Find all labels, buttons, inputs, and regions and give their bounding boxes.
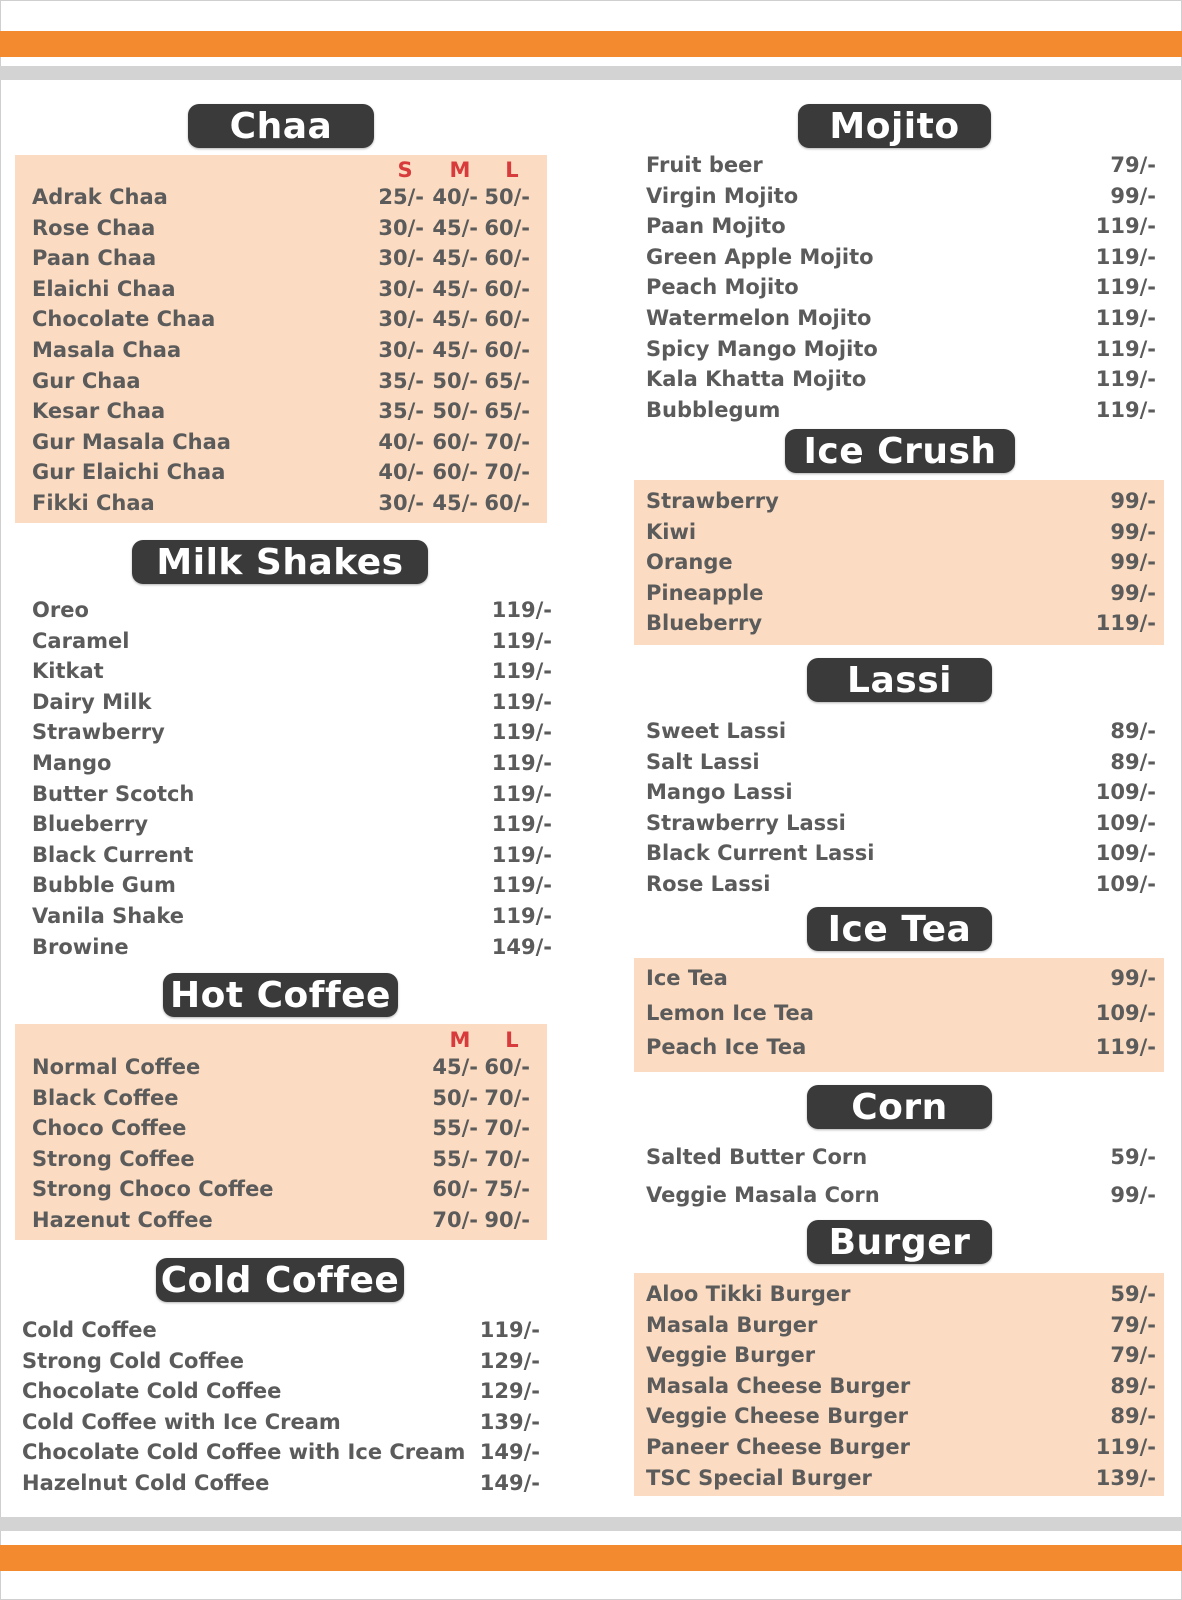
item-price-medium: 55/- <box>432 1146 478 1171</box>
top-orange-stripe <box>0 31 1182 57</box>
menu-item-row <box>646 999 1156 1034</box>
item-price: 119/- <box>1095 336 1156 361</box>
item-name: Caramel <box>32 628 130 653</box>
item-name: Dairy Milk <box>32 689 152 714</box>
item-price-large: 60/- <box>484 246 530 271</box>
item-price: 99/- <box>1110 183 1156 208</box>
menu-item-row <box>646 1372 1156 1403</box>
item-price-medium: 60/- <box>432 1177 478 1202</box>
item-name: Adrak Chaa <box>32 185 168 209</box>
item-name: Strong Coffee <box>32 1146 195 1171</box>
item-name: Kitkat <box>32 659 104 684</box>
item-price-medium: 60/- <box>432 460 478 485</box>
menu-item-row <box>646 487 1156 518</box>
menu-item-row <box>646 1402 1156 1433</box>
item-price-medium: 40/- <box>432 185 478 209</box>
item-price: 99/- <box>1110 1182 1156 1207</box>
section-heading-chaa: Chaa <box>188 104 374 148</box>
item-price-large: 60/- <box>484 215 530 240</box>
item-name: Kiwi <box>646 519 697 544</box>
item-name: Strawberry <box>646 489 779 513</box>
menu-item-row <box>646 809 1156 840</box>
item-price-small: 40/- <box>378 460 424 485</box>
menu-item-row <box>32 275 538 306</box>
item-price: 119/- <box>491 659 552 684</box>
item-price-medium: 45/- <box>432 215 478 240</box>
item-price-small: 30/- <box>378 490 424 515</box>
menu-item-row <box>32 657 552 688</box>
bottom-orange-stripe <box>0 1545 1182 1571</box>
item-name: Sweet Lassi <box>646 719 787 743</box>
item-price: 119/- <box>1095 397 1156 422</box>
menu-item-row <box>22 1347 540 1378</box>
menu-item-row <box>32 336 538 367</box>
item-price: 119/- <box>491 750 552 775</box>
item-name: Fikki Chaa <box>32 490 155 515</box>
item-name: Spicy Mango Mojito <box>646 336 878 361</box>
item-price: 109/- <box>1095 871 1156 896</box>
menu-item-row <box>32 1175 538 1206</box>
menu-item-row <box>646 1433 1156 1464</box>
ice-tea-list <box>646 964 1156 1068</box>
item-name: Pineapple <box>646 580 764 605</box>
menu-item-row <box>646 839 1156 870</box>
menu-item-row <box>32 244 538 275</box>
item-price: 129/- <box>479 1348 540 1373</box>
menu-item-row <box>646 748 1156 779</box>
item-name: Elaichi Chaa <box>32 276 176 301</box>
menu-item-row <box>32 1084 538 1115</box>
item-price: 99/- <box>1110 489 1156 513</box>
item-name: Salt Lassi <box>646 749 760 774</box>
item-price: 119/- <box>491 812 552 837</box>
menu-item-row <box>646 151 1156 182</box>
menu-item-row <box>32 933 552 964</box>
item-price-small: 35/- <box>378 399 424 424</box>
item-name: Mango Lassi <box>646 780 793 805</box>
item-price: 109/- <box>1095 1000 1156 1025</box>
size-label-medium: M <box>449 1028 471 1052</box>
item-name: Orange <box>646 550 733 575</box>
menu-item-row <box>646 1280 1156 1311</box>
menu-item-row <box>32 902 552 933</box>
item-name: Veggie Masala Corn <box>646 1182 880 1207</box>
item-name: Hazenut Coffee <box>32 1207 213 1232</box>
item-price: 139/- <box>479 1409 540 1434</box>
item-price-large: 70/- <box>484 460 530 485</box>
item-name: Rose Chaa <box>32 215 156 240</box>
item-name: Blueberry <box>32 812 149 837</box>
item-name: Masala Chaa <box>32 337 182 362</box>
menu-item-row <box>22 1438 540 1469</box>
item-price-medium: 50/- <box>432 368 478 393</box>
menu-item-row <box>32 1114 538 1145</box>
item-name: Ice Tea <box>646 966 728 990</box>
item-name: Strawberry <box>32 720 165 745</box>
menu-item-row <box>32 596 552 627</box>
menu-item-row <box>32 214 538 245</box>
item-name: Butter Scotch <box>32 781 195 806</box>
menu-item-row <box>32 1206 538 1237</box>
item-price: 59/- <box>1110 1145 1156 1169</box>
item-name: Cold Coffee with Ice Cream <box>22 1409 341 1434</box>
menu-item-row <box>646 778 1156 809</box>
item-price-medium: 45/- <box>432 246 478 271</box>
item-price: 99/- <box>1110 519 1156 544</box>
section-heading-hot-coffee: Hot Coffee <box>163 973 398 1017</box>
item-price: 79/- <box>1110 1343 1156 1368</box>
burger-list <box>646 1280 1156 1494</box>
item-name: Gur Elaichi Chaa <box>32 460 226 485</box>
item-price-large: 60/- <box>484 490 530 515</box>
item-price-medium: 55/- <box>432 1116 478 1141</box>
item-price-medium: 45/- <box>432 307 478 332</box>
item-price-small: 30/- <box>378 246 424 271</box>
item-price-large: 65/- <box>484 399 530 424</box>
item-price-large: 90/- <box>484 1207 530 1232</box>
item-price: 119/- <box>491 842 552 867</box>
mojito-list <box>646 151 1156 426</box>
item-name: TSC Special Burger <box>646 1465 872 1490</box>
item-price: 99/- <box>1110 550 1156 575</box>
item-name: Paan Mojito <box>646 214 786 239</box>
item-price: 119/- <box>1095 1434 1156 1459</box>
item-name: Hazelnut Cold Coffee <box>22 1470 270 1495</box>
menu-item-row <box>22 1408 540 1439</box>
item-price-small: 40/- <box>378 429 424 454</box>
item-name: Chocolate Cold Coffee <box>22 1379 282 1404</box>
menu-item-row <box>646 609 1156 640</box>
item-price: 119/- <box>491 598 552 622</box>
item-name: Kala Khatta Mojito <box>646 367 867 392</box>
item-name: Veggie Burger <box>646 1343 816 1368</box>
item-price-medium: 50/- <box>432 1085 478 1110</box>
item-price-large: 60/- <box>484 337 530 362</box>
item-name: Blueberry <box>646 611 763 636</box>
cold-coffee-list <box>22 1316 540 1500</box>
menu-item-row <box>22 1316 540 1347</box>
item-name: Strawberry Lassi <box>646 810 846 835</box>
item-name: Masala Cheese Burger <box>646 1373 911 1398</box>
item-price: 119/- <box>491 781 552 806</box>
item-price: 119/- <box>491 903 552 928</box>
menu-item-row <box>646 243 1156 274</box>
menu-item-row <box>32 841 552 872</box>
item-name: Chocolate Chaa <box>32 307 216 332</box>
item-price: 89/- <box>1110 1404 1156 1429</box>
item-price-large: 60/- <box>484 1055 530 1079</box>
item-price-large: 70/- <box>484 1146 530 1171</box>
item-name: Normal Coffee <box>32 1055 201 1079</box>
menu-item-row <box>646 273 1156 304</box>
item-price-medium: 50/- <box>432 399 478 424</box>
item-price: 89/- <box>1110 749 1156 774</box>
hot-coffee-list <box>32 1053 538 1237</box>
menu-item-row <box>646 1181 1156 1219</box>
size-label-large: L <box>505 1028 519 1052</box>
item-price-medium: 45/- <box>432 276 478 301</box>
section-heading-ice-crush: Ice Crush <box>785 429 1015 473</box>
item-price: 119/- <box>1095 611 1156 636</box>
menu-item-row <box>646 717 1156 748</box>
item-price: 89/- <box>1110 719 1156 743</box>
corn-list <box>646 1143 1156 1218</box>
size-label-large: L <box>505 158 519 182</box>
item-name: Masala Burger <box>646 1312 818 1337</box>
item-name: Browine <box>32 934 129 959</box>
item-name: Black Current <box>32 842 194 867</box>
item-price: 79/- <box>1110 1312 1156 1337</box>
menu-item-row <box>32 458 538 489</box>
item-name: Peach Ice Tea <box>646 1035 807 1059</box>
menu-item-row <box>32 397 538 428</box>
menu-item-row <box>646 964 1156 999</box>
item-name: Virgin Mojito <box>646 183 799 208</box>
item-price: 119/- <box>1095 214 1156 239</box>
item-name: Veggie Cheese Burger <box>646 1404 909 1429</box>
item-price: 119/- <box>479 1318 540 1342</box>
item-name: Peach Mojito <box>646 275 799 300</box>
item-price: 59/- <box>1110 1282 1156 1306</box>
item-name: Paneer Cheese Burger <box>646 1434 910 1459</box>
menu-item-row <box>22 1377 540 1408</box>
item-name: Gur Masala Chaa <box>32 429 231 454</box>
item-name: Watermelon Mojito <box>646 305 872 330</box>
item-price-large: 75/- <box>484 1177 530 1202</box>
item-price-small: 25/- <box>378 185 424 209</box>
menu-item-row <box>22 1469 540 1500</box>
item-price-large: 60/- <box>484 307 530 332</box>
section-heading-ice-tea: Ice Tea <box>807 907 992 951</box>
menu-item-row <box>646 182 1156 213</box>
item-price-large: 70/- <box>484 1116 530 1141</box>
item-price: 109/- <box>1095 810 1156 835</box>
item-price: 79/- <box>1110 153 1156 177</box>
item-price-large: 50/- <box>484 185 530 209</box>
menu-item-row <box>646 870 1156 901</box>
menu-item-row <box>646 1033 1156 1068</box>
item-price: 99/- <box>1110 966 1156 990</box>
menu-item-row <box>32 871 552 902</box>
menu-item-row <box>646 396 1156 427</box>
item-price: 119/- <box>1095 275 1156 300</box>
item-price: 139/- <box>1095 1465 1156 1490</box>
menu-item-row <box>646 1341 1156 1372</box>
item-price: 109/- <box>1095 841 1156 866</box>
item-name: Cold Coffee <box>22 1318 157 1342</box>
chaa-list <box>32 183 538 520</box>
item-name: Mango <box>32 750 112 775</box>
item-name: Fruit beer <box>646 153 763 177</box>
item-name: Strong Choco Coffee <box>32 1177 274 1202</box>
item-price-large: 70/- <box>484 1085 530 1110</box>
menu-item-row <box>32 780 552 811</box>
item-name: Strong Cold Coffee <box>22 1348 244 1373</box>
item-price: 109/- <box>1095 780 1156 805</box>
item-name: Chocolate Cold Coffee with Ice Cream <box>22 1440 466 1465</box>
item-price: 129/- <box>479 1379 540 1404</box>
item-price: 119/- <box>491 689 552 714</box>
lassi-list <box>646 717 1156 901</box>
item-name: Kesar Chaa <box>32 399 166 424</box>
item-price-large: 65/- <box>484 368 530 393</box>
menu-item-row <box>32 627 552 658</box>
item-price-medium: 45/- <box>432 337 478 362</box>
milk-shakes-list <box>32 596 552 963</box>
menu-item-row <box>32 718 552 749</box>
menu-item-row <box>32 367 538 398</box>
item-price: 119/- <box>491 720 552 745</box>
item-price: 99/- <box>1110 580 1156 605</box>
menu-item-row <box>32 810 552 841</box>
menu-item-row <box>32 1145 538 1176</box>
item-price: 119/- <box>491 628 552 653</box>
item-name: Paan Chaa <box>32 246 157 271</box>
section-heading-milk-shakes: Milk Shakes <box>132 540 428 584</box>
menu-item-row <box>32 428 538 459</box>
item-price-medium: 45/- <box>432 1055 478 1079</box>
item-name: Lemon Ice Tea <box>646 1000 814 1025</box>
item-price: 119/- <box>1095 1035 1156 1059</box>
section-heading-corn: Corn <box>807 1085 992 1129</box>
top-gray-stripe <box>0 66 1182 80</box>
item-name: Salted Butter Corn <box>646 1145 868 1169</box>
item-price: 149/- <box>479 1440 540 1465</box>
item-price-small: 35/- <box>378 368 424 393</box>
item-price-medium: 70/- <box>432 1207 478 1232</box>
section-heading-mojito: Mojito <box>798 104 991 148</box>
menu-item-row <box>646 212 1156 243</box>
menu-item-row <box>32 489 538 520</box>
section-heading-cold-coffee: Cold Coffee <box>156 1258 404 1302</box>
item-price: 119/- <box>1095 305 1156 330</box>
menu-item-row <box>646 548 1156 579</box>
item-name: Black Coffee <box>32 1085 179 1110</box>
item-price: 119/- <box>1095 367 1156 392</box>
item-name: Black Current Lassi <box>646 841 875 866</box>
item-price-small: 30/- <box>378 337 424 362</box>
menu-item-row <box>646 518 1156 549</box>
menu-item-row <box>32 1053 538 1084</box>
ice-crush-list <box>646 487 1156 640</box>
item-price: 149/- <box>491 934 552 959</box>
item-name: Gur Chaa <box>32 368 141 393</box>
item-price: 119/- <box>1095 244 1156 269</box>
item-name: Bubble Gum <box>32 873 176 898</box>
size-label-medium: M <box>449 158 471 182</box>
bottom-gray-stripe <box>0 1517 1182 1531</box>
menu-item-row <box>646 1143 1156 1181</box>
section-heading-lassi: Lassi <box>807 658 992 702</box>
menu-item-row <box>646 579 1156 610</box>
item-price: 149/- <box>479 1470 540 1495</box>
item-price: 89/- <box>1110 1373 1156 1398</box>
item-price-medium: 45/- <box>432 490 478 515</box>
item-name: Choco Coffee <box>32 1116 187 1141</box>
menu-item-row <box>646 365 1156 396</box>
size-label-small: S <box>397 158 413 182</box>
menu-item-row <box>32 749 552 780</box>
item-name: Green Apple Mojito <box>646 244 874 269</box>
menu-item-row <box>646 1464 1156 1495</box>
item-price-large: 70/- <box>484 429 530 454</box>
menu-item-row <box>646 335 1156 366</box>
section-heading-burger: Burger <box>807 1220 992 1264</box>
item-name: Rose Lassi <box>646 871 771 896</box>
item-price: 119/- <box>491 873 552 898</box>
menu-item-row <box>646 304 1156 335</box>
menu-item-row <box>32 183 538 214</box>
menu-item-row <box>646 1311 1156 1342</box>
menu-item-row <box>32 688 552 719</box>
item-name: Aloo Tikki Burger <box>646 1282 851 1306</box>
item-name: Oreo <box>32 598 89 622</box>
item-price-large: 60/- <box>484 276 530 301</box>
item-price-small: 30/- <box>378 276 424 301</box>
menu-item-row <box>32 305 538 336</box>
item-name: Vanila Shake <box>32 903 184 928</box>
item-price-small: 30/- <box>378 215 424 240</box>
item-price-medium: 60/- <box>432 429 478 454</box>
item-name: Bubblegum <box>646 397 781 422</box>
item-price-small: 30/- <box>378 307 424 332</box>
